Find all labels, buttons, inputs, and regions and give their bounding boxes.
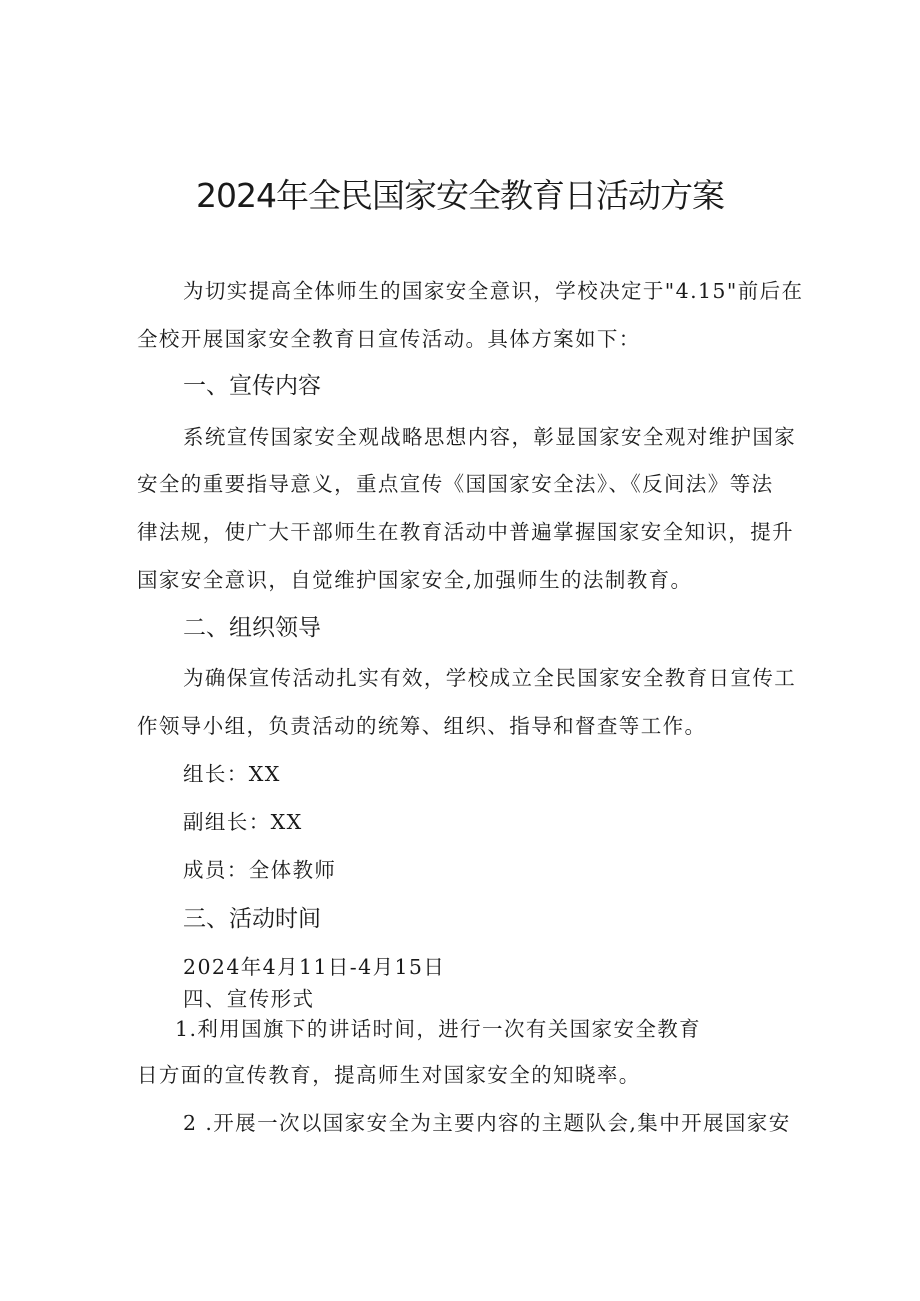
section-1-line-2: 安全的重要指导意义，重点宣传《国国家安全法》、《反间法》等法	[137, 472, 774, 496]
section-2-line-1: 为确保宣传活动扎实有效，学校成立全民国家安全教育日宣传工	[183, 666, 797, 690]
item-2-line-1: 2 .开展一次以国家安全为主要内容的主题队会,集中开展国家安	[183, 1111, 791, 1135]
intro-line-2: 全校开展国家安全教育日宣传活动。具体方案如下：	[137, 327, 641, 351]
section-1-heading: 一、宣传内容	[183, 373, 321, 399]
section-4-heading: 四、宣传形式	[183, 987, 315, 1011]
members-line: 成员：全体教师	[183, 858, 337, 882]
section-1-line-1: 系统宣传国家安全观战略思想内容，彰显国家安全观对维护国家	[183, 425, 797, 449]
item-1-line-2: 日方面的宣传教育，提高师生对国家安全的知晓率。	[137, 1063, 641, 1087]
activity-dates: 2024年4月11日-4月15日	[183, 955, 446, 979]
section-2-heading: 二、组织领导	[183, 615, 321, 641]
section-1-line-4: 国家安全意识，自觉维护国家安全,加强师生的法制教育。	[137, 568, 693, 592]
intro-line-1: 为切实提高全体师生的国家安全意识，学校决定于"4.15"前后在	[183, 279, 804, 303]
section-1-line-3: 律法规，使广大干部师生在教育活动中普遍掌握国家安全知识，提升	[137, 520, 794, 544]
section-2-line-2: 作领导小组，负责活动的统筹、组织、指导和督查等工作。	[137, 714, 707, 738]
item-1-line-1: 1.利用国旗下的讲话时间，进行一次有关国家安全教育	[175, 1017, 702, 1041]
document-title: 2024年全民国家安全教育日活动方案	[196, 176, 724, 215]
deputy-leader-line: 副组长：XX	[183, 810, 303, 834]
leader-line: 组长：XX	[183, 762, 281, 786]
section-3-heading: 三、活动时间	[183, 906, 321, 932]
